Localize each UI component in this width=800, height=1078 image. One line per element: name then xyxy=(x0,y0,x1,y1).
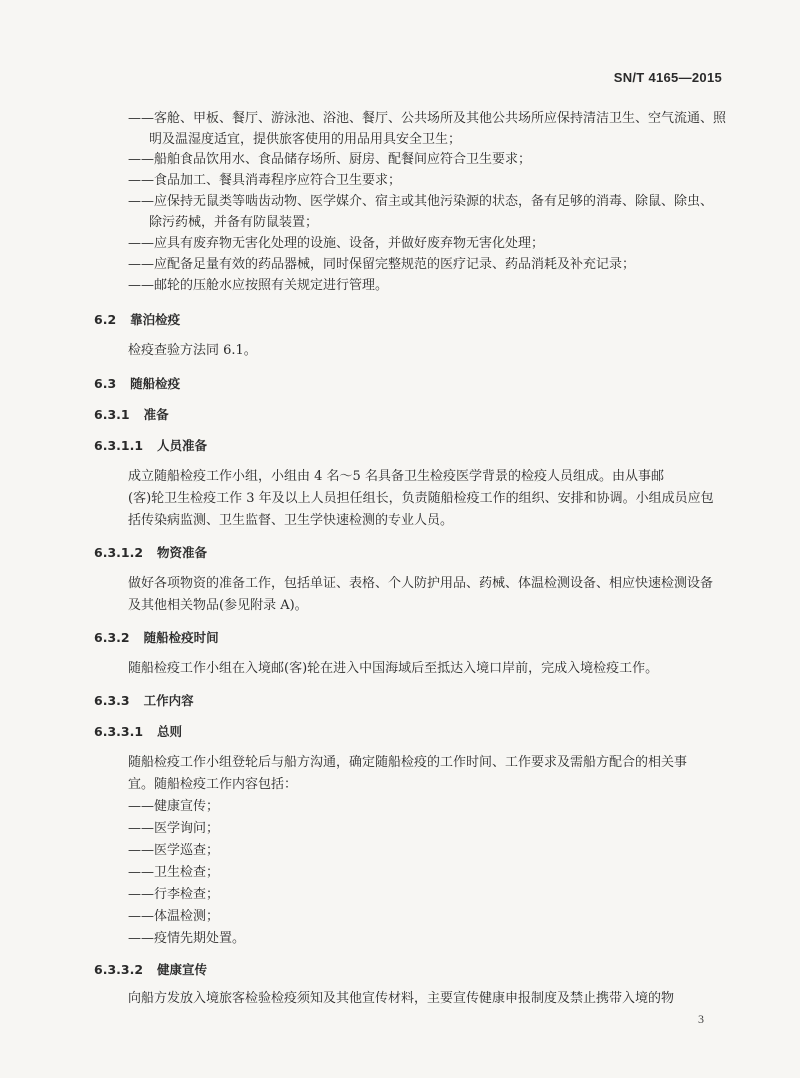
section-number: 6.3.3.2 xyxy=(94,962,144,977)
section-heading xyxy=(94,692,194,710)
section-title: 人员准备 xyxy=(157,438,208,453)
section-heading xyxy=(94,311,180,329)
list-item: ——健康宣传； xyxy=(128,799,220,814)
section-number: 6.3.3.1 xyxy=(94,724,144,739)
list-item: ——食品加工、餐具消毒程序应符合卫生要求； xyxy=(128,173,402,188)
section-number: 6.3.1 xyxy=(94,407,130,422)
section-title: 准备 xyxy=(143,407,169,422)
paragraph-line: 向船方发放入境旅客检验检疫须知及其他宣传材料，主要宣传健康申报制度及禁止携带入境的物 xyxy=(128,991,675,1006)
section-heading xyxy=(94,406,169,424)
list-item-continuation: 明及温湿度适宜，提供旅客使用的用品用具安全卫生； xyxy=(149,132,462,147)
section-heading xyxy=(94,375,180,393)
section-number: 6.2 xyxy=(94,312,117,327)
list-item: ——应保持无鼠类等啮齿动物、医学媒介、宿主或其他污染源的状态，备有足够的消毒、除鼠、除虫、 xyxy=(128,194,714,209)
paragraph-line: 随船检疫工作小组在入境邮(客)轮在进入中国海域后至抵达入境口岸前，完成入境检疫工作。 xyxy=(128,661,659,676)
list-item-continuation: 除污药械，并备有防鼠装置； xyxy=(149,215,319,230)
section-number: 6.3 xyxy=(94,376,117,391)
section-heading xyxy=(94,961,207,979)
list-item: ——体温检测； xyxy=(128,909,220,924)
section-number: 6.3.2 xyxy=(94,630,130,645)
paragraph-line: 成立随船检疫工作小组，小组由 4 名～5 名具备卫生检疫医学背景的检疫人员组成。由从事邮 xyxy=(128,469,664,484)
page-number: 3 xyxy=(698,1012,704,1026)
section-title: 靠泊检疫 xyxy=(130,312,181,327)
section-heading xyxy=(94,544,207,562)
paragraph-line: 检疫查验方法同 6.1。 xyxy=(128,343,257,358)
section-heading xyxy=(94,723,182,741)
list-item: ——应具有废弃物无害化处理的设施、设备，并做好废弃物无害化处理； xyxy=(128,236,545,251)
section-heading xyxy=(94,629,219,647)
section-title: 物资准备 xyxy=(157,545,208,560)
section-number: 6.3.3 xyxy=(94,693,130,708)
list-item: ——客舱、甲板、餐厅、游泳池、浴池、餐厅、公共场所及其他公共场所应保持清洁卫生、空气流通、照 xyxy=(128,111,727,126)
list-item: ——邮轮的压舱水应按照有关规定进行管理。 xyxy=(128,278,389,293)
section-title: 工作内容 xyxy=(143,693,194,708)
section-number: 6.3.1.1 xyxy=(94,438,144,453)
paragraph-line: 做好各项物资的准备工作，包括单证、表格、个人防护用品、药械、体温检测设备、相应快速检测设备 xyxy=(128,576,714,591)
section-number: 6.3.1.2 xyxy=(94,545,144,560)
section-title: 随船检疫时间 xyxy=(143,630,219,645)
section-title: 随船检疫 xyxy=(130,376,181,391)
section-title: 健康宣传 xyxy=(157,962,208,977)
list-item: ——应配备足量有效的药品器械，同时保留完整规范的医疗记录、药品消耗及补充记录； xyxy=(128,257,636,272)
paragraph-line: 随船检疫工作小组登轮后与船方沟通，确定随船检疫的工作时间、工作要求及需船方配合的相关事 xyxy=(128,755,688,770)
paragraph-line: (客)轮卫生检疫工作 3 年及以上人员担任组长，负责随船检疫工作的组织、安排和协调。小组成员应包 xyxy=(128,491,714,506)
paragraph-line: 及其他相关物品(参见附录 A)。 xyxy=(128,598,308,613)
list-item: ——医学询问； xyxy=(128,821,220,836)
paragraph-line: 括传染病监测、卫生监督、卫生学快速检测的专业人员。 xyxy=(128,513,454,528)
list-item: ——疫情先期处置。 xyxy=(128,931,246,946)
list-item: ——船舶食品饮用水、食品储存场所、厨房、配餐间应符合卫生要求； xyxy=(128,152,532,167)
list-item: ——卫生检查； xyxy=(128,865,220,880)
standard-code: SN/T 4165—2015 xyxy=(613,70,722,85)
list-item: ——行李检查； xyxy=(128,887,220,902)
list-item: ——医学巡查； xyxy=(128,843,220,858)
section-heading xyxy=(94,437,207,455)
section-title: 总则 xyxy=(157,724,183,739)
paragraph-line: 宜。随船检疫工作内容包括： xyxy=(128,777,298,792)
